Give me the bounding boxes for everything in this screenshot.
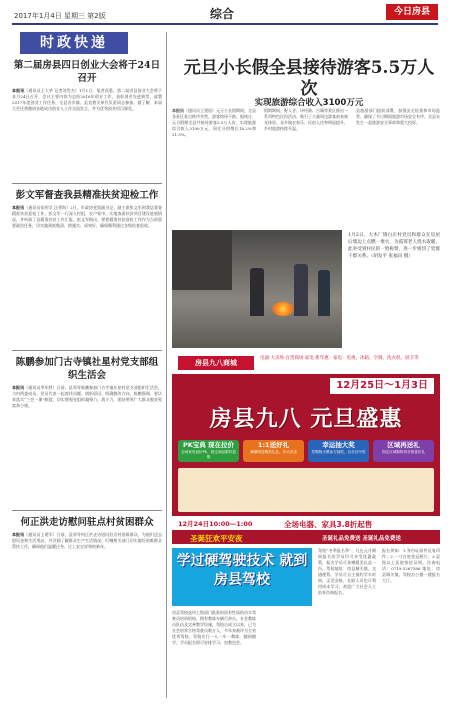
photo-caption: 1月2日，大木厂镇白庄村党员和群众在房屋后墙边上点燃一堆火，为孤寡老人烧水取暖。此举受到村民的一致称赞，进一步密切了党群干群关系。（胡发平 张福田 摄） [348, 233, 440, 259]
lead-column-1: 本报讯（通讯员王建国）元旦小长假期间，全县各景区景点秩序井然，游客络绎不绝。据统计，元旦假期全县共接待游客5.5万人次，实现旅游综合收入3100万元，同比分别增长18.2%和21.5%。 [172, 108, 256, 137]
lead-column-2: 假期期间，野人谷、诗经源、古城等景区推出一系列特色民俗活动，吸引了大量周边游客前来观光体验。各乡镇农家乐、民宿入住率明显提升，乡村旅游持续升温。 [264, 108, 348, 131]
promo-item: 幸运抽大奖 凭购物小票参与抽奖，百分百中奖 [308, 440, 369, 462]
divider [12, 183, 162, 184]
driving-school-advertisement [172, 548, 440, 698]
article-4 [12, 516, 162, 550]
promo-item: 1:1送好礼 满额即送精美礼品，多买多送 [243, 440, 304, 462]
sale-bar [172, 516, 440, 530]
christmas-gift: 圣诞礼品免费送 圣诞礼品免费送 [322, 536, 401, 542]
christmas-slogan: 圣诞狂欢平安夜 [190, 534, 243, 543]
article-body: 本报讯（通讯员王建军）日前，县领导何正洪走访慰问驻点村困难群众，为他们送去慰问金和生活用品，并详细了解群众生产生活情况，叮嘱相关部门切实做好困难群众帮扶工作，确保他们温暖过冬、过上安定祥和的新年。 [12, 532, 163, 549]
masthead-logo: 今日房县 [386, 4, 438, 20]
product-strip [178, 468, 434, 512]
article-3 [12, 356, 162, 505]
article-headline: 第二届房县四日创业大会将于24日召开 [13, 60, 161, 84]
lead-body [172, 108, 440, 226]
section-badge: 时政快递 [20, 32, 128, 54]
page-header [0, 0, 450, 26]
christmas-bar [172, 531, 440, 544]
ad-column-2: 驾校“冬季报名季”，凡在元月期间报名的学员均可享受优惠政策，报名学员可获赠精美礼品一份。驾校地址：房县城关镇，交通便利。学员可自主预约学车时间，灵活安排，在职人员也可利用周末学习。欢迎广大社会人士前来咨询报名。 [318, 548, 376, 595]
photo-fire [272, 302, 294, 316]
ad-title-panel [172, 548, 312, 606]
header-rule [12, 23, 438, 25]
news-photo [172, 230, 342, 348]
article-headline: 彭文军督查我县精准扶贫迎检工作 [15, 190, 159, 201]
lead-headline: 元旦小长假全县接待游客5.5万人次 [183, 58, 435, 99]
ad-column-3: 报名须知：1.身份证原件及复印件；2.一寸白底免冠照片；3.县级以上医院体检证明。咨询电话：0719-3267586 地址：房县城关镇，驾校办公楼一楼报名大厅。 [382, 548, 440, 583]
divider [12, 350, 162, 351]
ad-topline: 电器·大卖场·百货商场·家电·新年惠 · 家电：电视、冰箱、空调、洗衣机、厨卫等 [260, 356, 419, 361]
article-headline: 陈鹏参加门古寺镇社星村党支部组织生活会 [15, 357, 159, 381]
column-divider [166, 32, 167, 698]
photo-building [172, 230, 232, 290]
article-body: 本报讯（通讯员李军胜）日前，县领导陈鹏参加门古寺镇社星村党支部组织生活会，与村两委成员、党员代表一起查找问题、剖析原因、明确整改方向。陈鹏强调，要认真落实“三会一课”制度，切实增强党组织凝聚力、战斗力，团结带领广大群众脱贫致富奔小康。 [12, 385, 163, 408]
ad-top-strip [172, 352, 440, 374]
article-headline: 何正洪走访慰问驻点村贫困群众 [20, 517, 154, 528]
photo-person [250, 268, 264, 316]
promo-list [178, 440, 434, 462]
lead-column-3: 县旅游部门提前部署，加强安全检查和市场监管，确保了节日期间旅游市场安全有序，全县未发生一起旅游安全事故和重大投诉。 [356, 108, 440, 125]
article-1 [12, 59, 162, 178]
mall-advertisement [172, 352, 440, 544]
left-column [12, 32, 162, 697]
ad-title: 学过硬驾驶技术 就到房县驾校 [176, 553, 308, 588]
promo-item: PK宝典 现在拉价 全场家电低价PK，指定商品限时抢购 [178, 440, 239, 462]
sale-offer: 全场电器、家具3.8折起售 [284, 520, 373, 529]
promo-item: 区域再送礼 指定区域购物再享惊喜好礼 [373, 440, 434, 462]
article-body: 本报讯（通讯员王大华 记者刘发杰）1月1日，笔者获悉，第二届房县创业大会将于本月24日召开，会议主要内容为总结2016年创业工作，表彰创业先进典型，部署2017年度创业工作任务，全县各乡镇、县直相关单位负责同志参加。据了解，本届大会还将邀请各地成功创业人士作交流发言，并为优秀创业项目颁奖。 [12, 88, 162, 111]
divider [12, 510, 162, 511]
mall-logo: 房县九八商城 [178, 356, 254, 370]
photo-person [294, 264, 308, 316]
sale-time: 12月24日10:00—1:00 [178, 520, 253, 528]
article-2 [12, 189, 162, 345]
issue-date: 2017年1月4日 星期三 第2版 [14, 12, 106, 20]
lead-subheadline: 实现旅游综合收入3100万元 [254, 98, 364, 108]
ad-headline: 房县九八 元旦盛惠 [209, 407, 403, 432]
promo-dates: 12月25日～1月3日 [330, 378, 434, 394]
ad-column-1: 房县驾校是经上级部门批准的国有性质机动车驾驶员培训机构，拥有教练车辆百余台，专业教练员队伍及完善教学设施。驾校自成立以来，已为社会培养合格驾驶员数万人，多年来被评为全省优秀驾校。驾校实行一人一车一教练，随到随学，学员报名即可安排学习，包教包会。 [172, 610, 256, 645]
section-title: 综合 [210, 7, 235, 21]
article-body: 本报讯（通讯员张明学 汪勇海）2日，市政协党组副书记、副主席彭文军到我县督查精准扶贫迎检工作。彭文军一行深入村组、农户家中，实地查看扶贫项目建设进展情况，并听取了县精准扶贫工作汇报。彭文军指出，要把精准扶贫迎检工作作为当前重要政治任务，切实做到底数清、措施实、成效好，确保顺利通过各级检查验收。 [12, 205, 162, 228]
photo-person [318, 270, 330, 316]
